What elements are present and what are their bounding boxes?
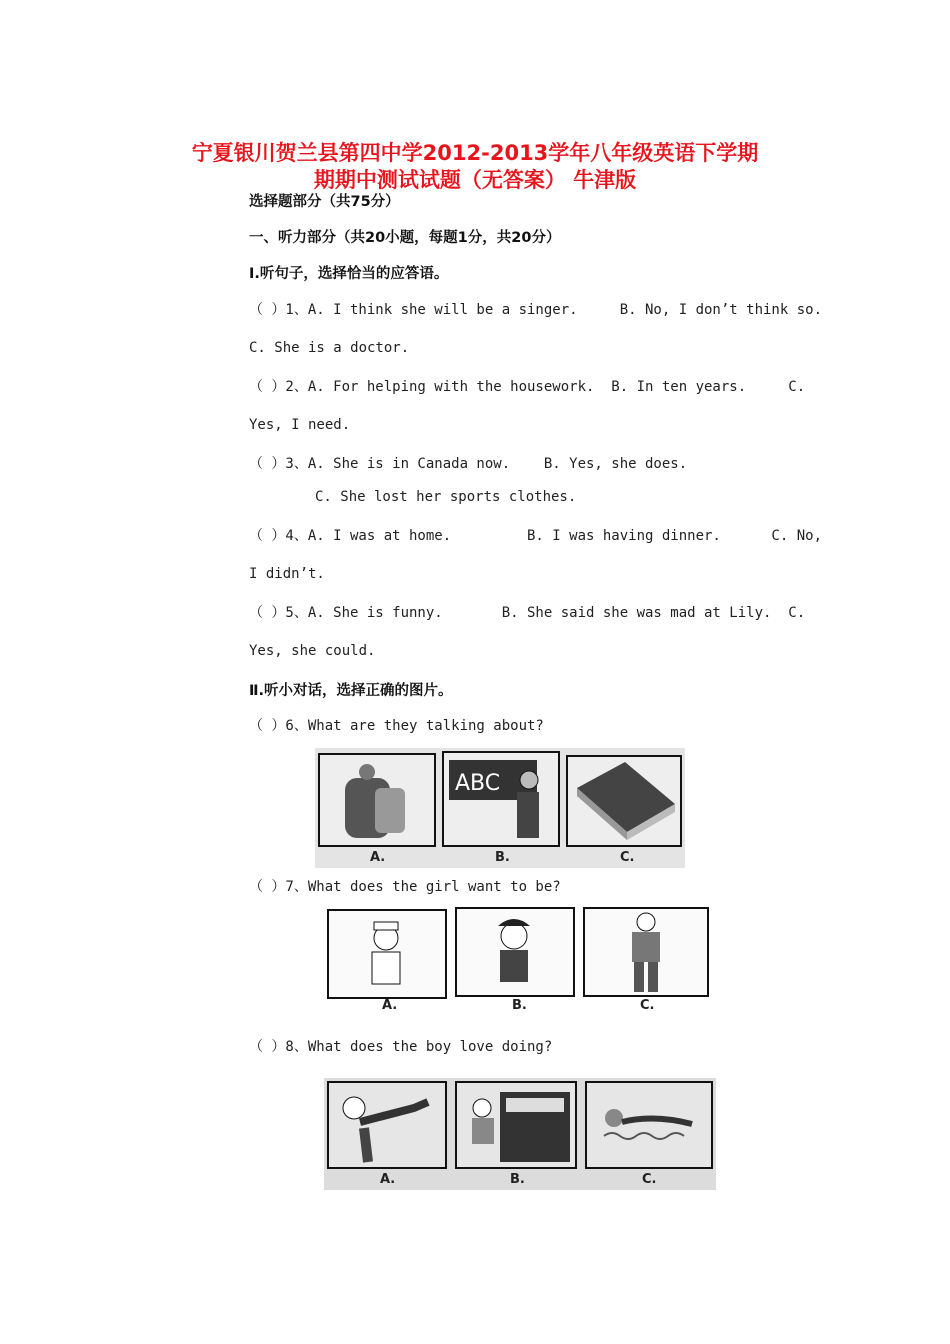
q8-frame-a bbox=[328, 1082, 446, 1168]
q7-label-c: C. bbox=[640, 998, 655, 1013]
q6-question: （ ）6、What are they talking about? bbox=[249, 718, 544, 734]
q2-line1: （ ）2、A. For helping with the housework. B. In ten years. C. bbox=[249, 379, 806, 395]
section-choice: 选择题部分（共75分） bbox=[249, 194, 400, 210]
swimmer-icon bbox=[605, 1109, 623, 1127]
q7-picture-strip bbox=[326, 906, 710, 1016]
title-line-2: 期期中测试试题（无答案） 牛津版 bbox=[313, 168, 637, 192]
police-icon bbox=[501, 923, 527, 949]
q8-question: （ ）8、What does the boy love doing? bbox=[249, 1039, 553, 1055]
q7-label-a: A. bbox=[382, 998, 398, 1013]
q1-line1: （ ）1、A. I think she will be a singer. B. No, I don’t think so. bbox=[249, 302, 823, 318]
q5-line2: Yes, she could. bbox=[249, 643, 376, 659]
q6-picture-strip bbox=[315, 748, 685, 868]
q3-line2: C. She lost her sports clothes. bbox=[315, 489, 577, 505]
q7-question: （ ）7、What does the girl want to be? bbox=[249, 879, 561, 895]
q8-label-b: B. bbox=[510, 1172, 525, 1187]
q8-label-a: A. bbox=[380, 1172, 396, 1187]
q7-label-b: B. bbox=[512, 998, 527, 1013]
sub-heading-1: Ⅰ.听句子，选择恰当的应答语。 bbox=[249, 266, 449, 282]
board-text: ABC bbox=[455, 771, 501, 796]
q8-illustration bbox=[324, 1078, 716, 1172]
q8-picture-strip bbox=[324, 1078, 716, 1190]
q6-label-b: B. bbox=[495, 850, 510, 865]
q4-line1: （ ）4、A. I was at home. B. I was having dinner. C. No, bbox=[249, 528, 823, 544]
boy-kick-icon bbox=[343, 1097, 365, 1119]
q5-line1: （ ）5、A. She is funny. B. She said she was mad at Lily. C. bbox=[249, 605, 806, 621]
q7-illustration bbox=[326, 906, 710, 1002]
q2-line2: Yes, I need. bbox=[249, 417, 351, 433]
q1-line2: C. She is a doctor. bbox=[249, 340, 410, 356]
q4-line2: I didn’t. bbox=[249, 566, 325, 582]
part-listening: 一、听力部分（共20小题，每题1分，共20分） bbox=[249, 230, 561, 246]
q6-label-a: A. bbox=[370, 850, 386, 865]
q6-label-c: C. bbox=[620, 850, 635, 865]
sub-heading-2: Ⅱ.听小对话，选择正确的图片。 bbox=[249, 683, 453, 699]
title-line-1: 宁夏银川贺兰县第四中学2012-2013学年八年级英语下学期 bbox=[191, 141, 759, 165]
pilot-icon bbox=[637, 913, 655, 931]
q8-label-c: C. bbox=[642, 1172, 657, 1187]
q3-line1: （ ）3、A. She is in Canada now. B. Yes, she does. bbox=[249, 456, 688, 472]
q8-frame-c bbox=[586, 1082, 712, 1168]
